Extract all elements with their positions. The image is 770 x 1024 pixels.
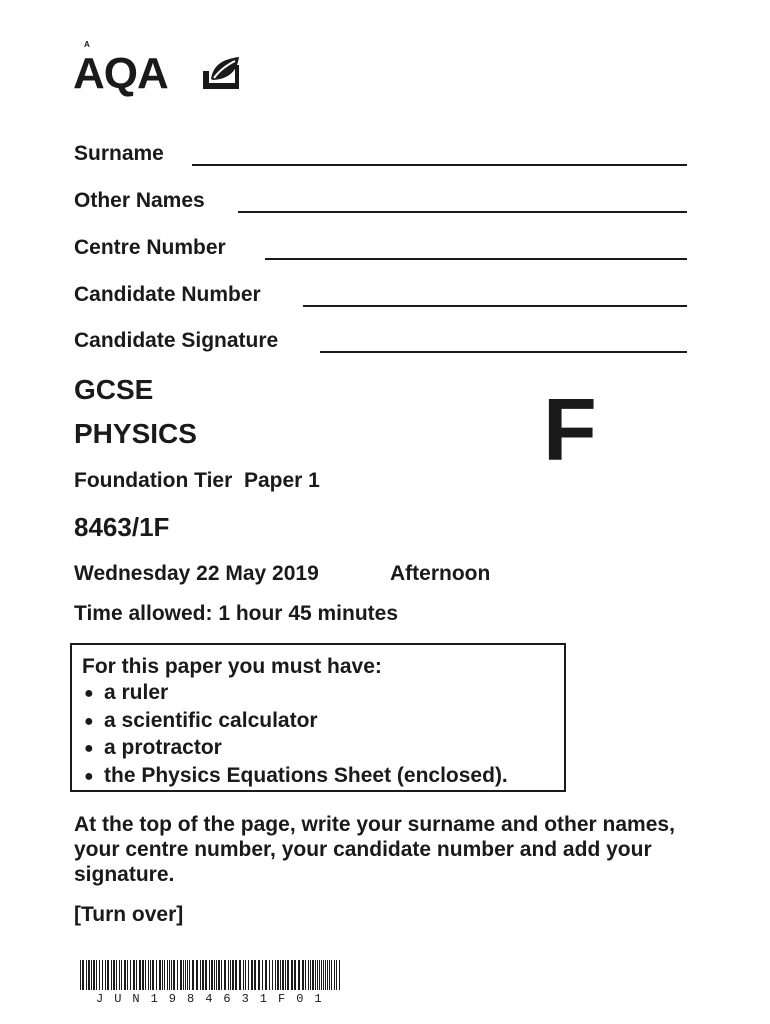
other-names-line[interactable]	[238, 211, 687, 213]
subject-title: PHYSICS	[74, 418, 197, 449]
aqa-logo	[73, 49, 168, 98]
bullet-icon: ●	[84, 712, 94, 730]
list-item: ● a scientific calculator	[82, 708, 564, 736]
surname-line[interactable]	[192, 164, 687, 166]
leaf-icon	[201, 55, 241, 91]
qualification-title: GCSE	[74, 374, 154, 405]
bullet-icon: ●	[84, 740, 94, 757]
surname-label: Surname	[74, 142, 164, 165]
turn-over-label: [Turn over]	[74, 903, 184, 926]
tier-paper: Foundation Tier Paper 1	[74, 469, 320, 492]
candidate-signature-line[interactable]	[320, 351, 687, 353]
paper-code: 8463/1F	[74, 512, 170, 542]
candidate-number-label: Candidate Number	[74, 283, 261, 306]
time-allowed: Time allowed: 1 hour 45 minutes	[74, 602, 399, 625]
barcode-icon	[80, 960, 342, 990]
barcode-text: JUN1984631F01	[96, 992, 333, 1006]
small-mark: A	[84, 40, 90, 49]
candidate-signature-label: Candidate Signature	[74, 329, 279, 352]
bullet-icon: ●	[84, 767, 94, 785]
instructions-text: At the top of the page, write your surname and other names, your centre number, your candidate number and add your signature.	[74, 813, 675, 886]
list-item: ● a ruler	[82, 680, 564, 708]
other-names-label: Other Names	[74, 189, 205, 212]
list-item: ● a protractor	[82, 735, 564, 763]
logo-text: AQA	[73, 49, 168, 98]
list-item: ● the Physics Equations Sheet (enclosed).	[82, 763, 564, 791]
requirements-title: For this paper you must have:	[82, 655, 382, 678]
centre-number-label: Centre Number	[74, 236, 226, 259]
exam-session: Afternoon	[390, 562, 491, 585]
centre-number-line[interactable]	[265, 258, 687, 260]
candidate-number-line[interactable]	[303, 305, 687, 307]
exam-date: Wednesday 22 May 2019	[74, 562, 319, 585]
tier-letter: F	[543, 380, 597, 479]
bullet-icon: ●	[84, 685, 94, 702]
requirements-list	[82, 680, 564, 790]
requirements-box	[70, 643, 566, 792]
